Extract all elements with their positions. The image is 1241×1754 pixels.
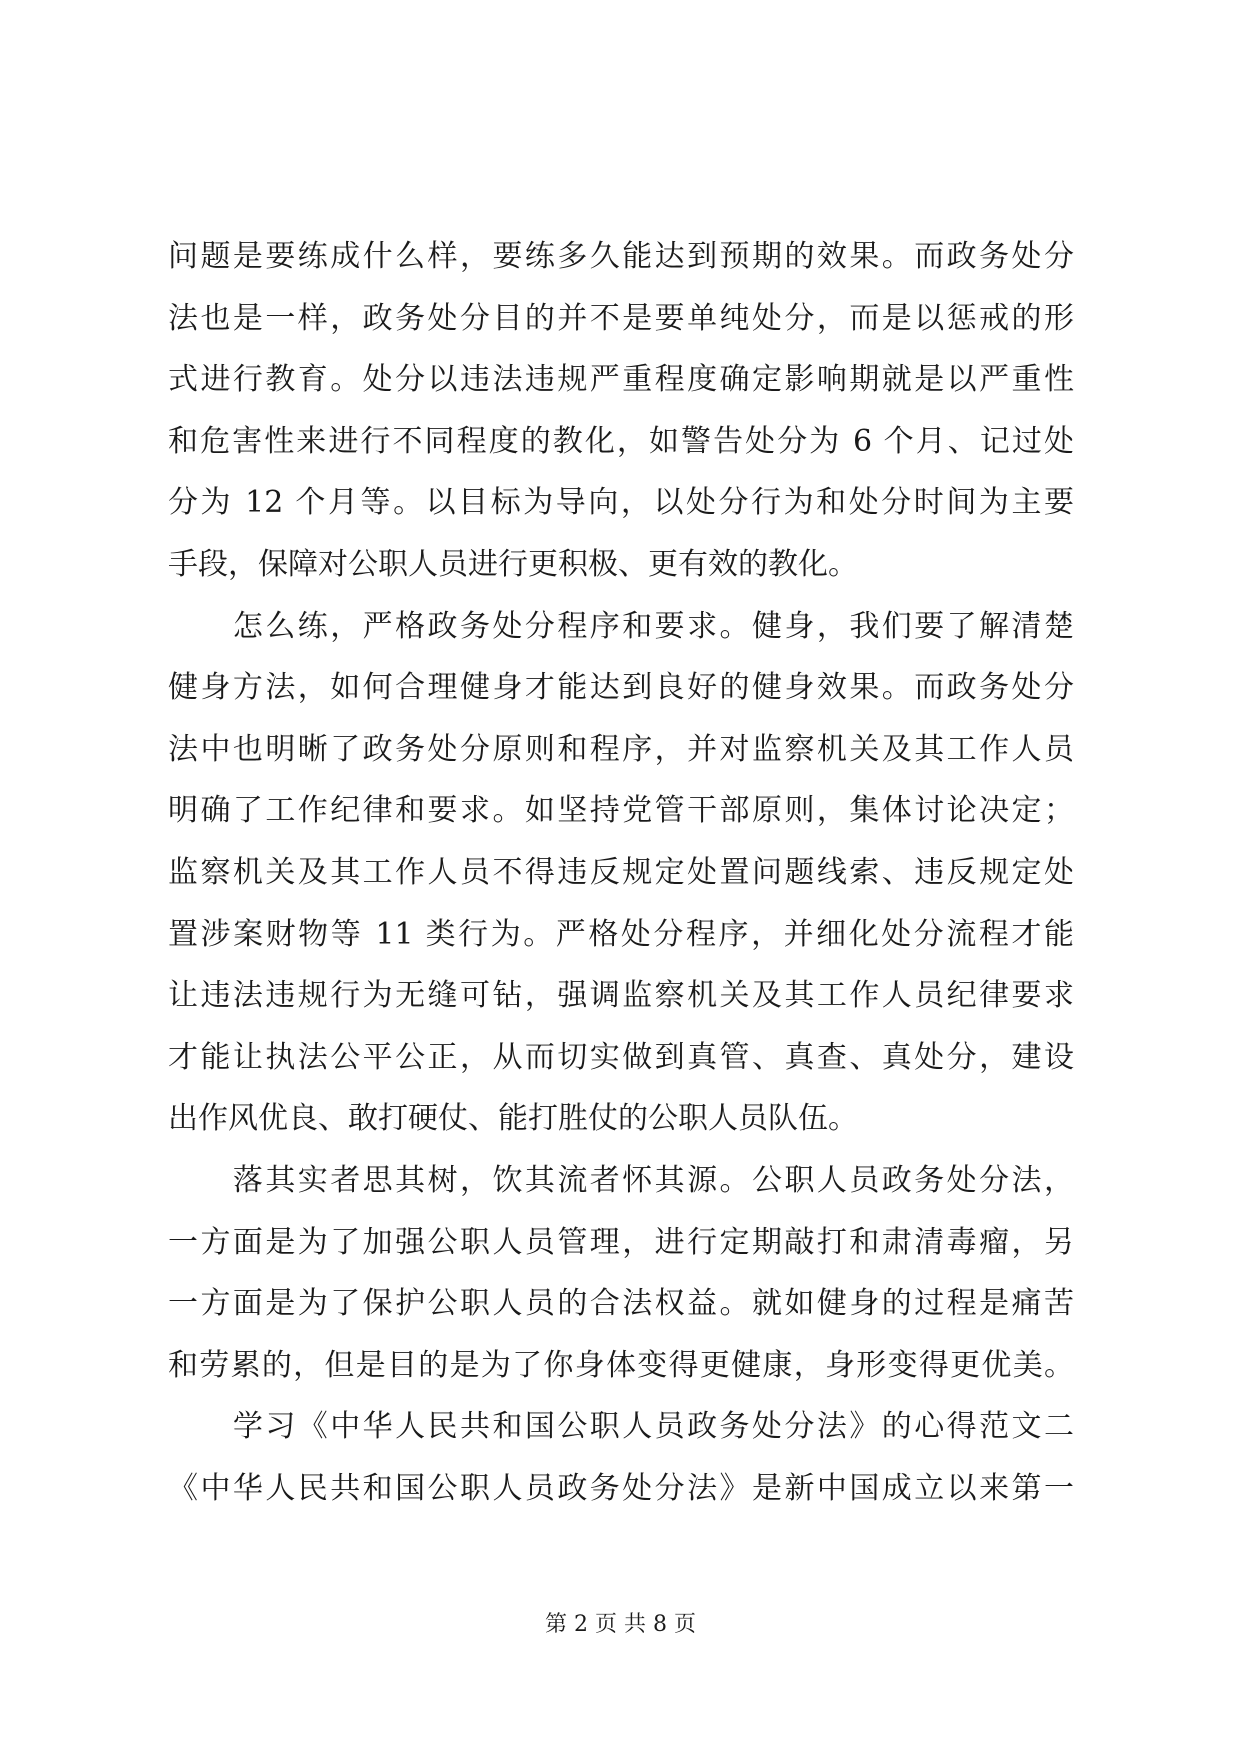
page-footer: 第 2 页 共 8 页 <box>545 1612 696 1637</box>
text-line: 明确了工作纪律和要求。如坚持党管干部原则，集体讨论决定； <box>168 793 1074 829</box>
text-line: 健身方法，如何合理健身才能达到良好的健身效果。而政务处分 <box>168 670 1074 706</box>
text-line: 和劳累的，但是目的是为了你身体变得更健康，身形变得更优美。 <box>168 1347 1074 1383</box>
text-line: 监察机关及其工作人员不得违反规定处置问题线索、违反规定处 <box>168 854 1074 890</box>
text-line: 让违法违规行为无缝可钻，强调监察机关及其工作人员纪律要求 <box>168 978 1074 1014</box>
text-line: 学习《中华人民共和国公职人员政务处分法》的心得范文二 <box>168 1409 1074 1445</box>
text-line: 和危害性来进行不同程度的教化，如警告处分为 6 个月、记过处 <box>168 423 1074 459</box>
text-line: 怎么练，严格政务处分程序和要求。健身，我们要了解清楚 <box>168 608 1074 644</box>
text-line: 式进行教育。处分以违法违规严重程度确定影响期就是以严重性 <box>168 362 1074 398</box>
text-line: 分为 12 个月等。以目标为导向，以处分行为和处分时间为主要 <box>168 485 1074 521</box>
text-line: 问题是要练成什么样，要练多久能达到预期的效果。而政务处分 <box>168 239 1074 274</box>
text-line: 置涉案财物等 11 类行为。严格处分程序，并细化处分流程才能 <box>168 916 1074 952</box>
text-line: 法中也明晰了政务处分原则和程序，并对监察机关及其工作人员 <box>168 731 1074 767</box>
text-line: 手段，保障对公职人员进行更积极、更有效的教化。 <box>168 546 858 582</box>
text-line: 才能让执法公平公正，从而切实做到真管、真查、真处分，建设 <box>168 1039 1074 1075</box>
text-line: 法也是一样，政务处分目的并不是要单纯处分，而是以惩戒的形 <box>168 300 1074 336</box>
document-body <box>168 226 1074 1519</box>
text-line: 出作风优良、敢打硬仗、能打胜仗的公职人员队伍。 <box>168 1101 858 1137</box>
text-line: 一方面是为了加强公职人员管理，进行定期敲打和肃清毒瘤，另 <box>168 1224 1074 1260</box>
text-line: 落其实者思其树，饮其流者怀其源。公职人员政务处分法， <box>168 1162 1074 1198</box>
text-line: 《中华人民共和国公职人员政务处分法》是新中国成立以来第一 <box>168 1470 1074 1506</box>
text-line: 一方面是为了保护公职人员的合法权益。就如健身的过程是痛苦 <box>168 1286 1074 1322</box>
